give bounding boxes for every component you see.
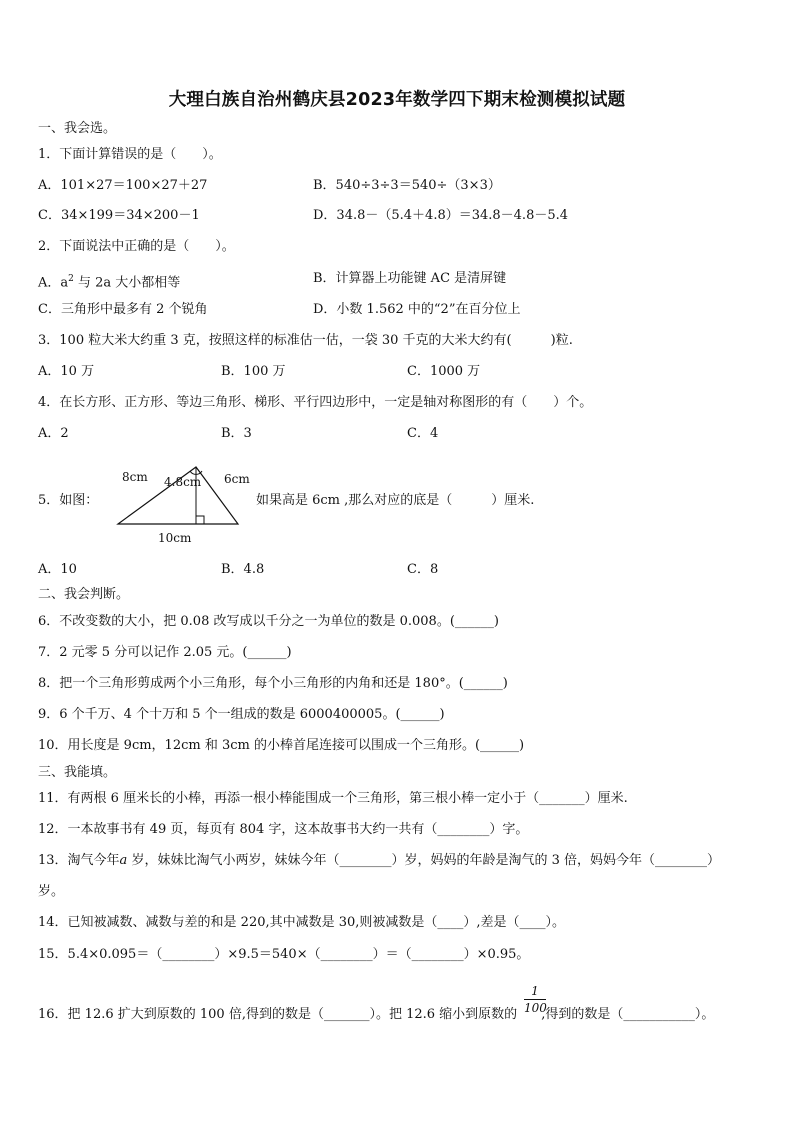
question-1-stem: 1．下面计算错误的是（ ）。 [38, 147, 222, 162]
fill-question-13-variable: a [119, 853, 128, 868]
question-3-stem: 3．100 粒大米大约重 3 克，按照这样的标准估一估，一袋 30 千克的大米大约有( )粒. [38, 333, 573, 348]
question-5-option-a: A．10 [38, 562, 77, 577]
judge-question: 10．用长度是 9cm，12cm 和 3cm 的小棒首尾连接可以围成一个三角形。(______) [38, 738, 525, 753]
fill-question-16 [38, 1006, 714, 1024]
page-title: 大理白族自治州鹤庆县2023年数学四下期末检测模拟试题 [168, 90, 626, 110]
question-3-option-b: B．100 万 [221, 364, 286, 379]
question-4-stem: 4．在长方形、正方形、等边三角形、梯形、平行四边形中，一定是轴对称图形的有（ ）个。 [38, 395, 593, 410]
judge-question: 8．把一个三角形剪成两个小三角形，每个小三角形的内角和还是 180°。(______) [38, 676, 508, 691]
judge-question: 6．不改变数的大小，把 0.08 改写成以千分之一为单位的数是 0.008。(______) [38, 614, 499, 629]
question-2-stem: 2．下面说法中正确的是（ ）。 [38, 239, 235, 254]
section-heading-choice: 一、我会选。 [38, 121, 117, 136]
question-2-option-a-prefix: A．a [38, 275, 69, 291]
fill-question-12: 12．一本故事书有 49 页，每页有 804 字，这本故事书大约一共有（________）字。 [38, 822, 529, 837]
fill-question-15: 15．5.4×0.095＝（________）×9.5＝540×（________）＝（________）×0.95。 [38, 947, 530, 962]
fill-question-16-second: ,得到的数是（___________）。 [541, 1007, 715, 1022]
question-1-option-c: C．34×199＝34×200－1 [38, 208, 200, 223]
question-4-option-b: B．3 [221, 426, 252, 441]
question-4-option-a: A．2 [38, 426, 69, 441]
fraction-numerator: 1 [531, 984, 539, 998]
question-2-option-d: D．小数 1.562 中的“2”在百分位上 [313, 302, 521, 317]
section-heading-judge: 二、我会判断。 [38, 587, 130, 602]
question-2-option-b: B．计算器上功能键 AC 是清屏键 [313, 271, 507, 286]
judge-question: 7．2 元零 5 分可以记作 2.05 元。(______) [38, 645, 292, 660]
question-4-option-c: C．4 [407, 426, 439, 441]
triangle-base-label: 10cm [158, 531, 192, 545]
question-2-option-a [38, 270, 180, 292]
question-3-option-a: A．10 万 [38, 364, 95, 379]
triangle-side-label-left: 8cm [122, 470, 148, 484]
fill-question-13 [38, 852, 720, 870]
fill-question-14: 14．已知被减数、减数与差的和是 220,其中减数是 30,则被减数是（____）,差是（____）。 [38, 915, 566, 930]
question-1-option-a: A．101×27＝100×27＋27 [38, 178, 208, 193]
triangle-figure [110, 462, 260, 548]
triangle-height-label: 4.8cm [164, 475, 202, 489]
question-2-option-a-text: 与 2a 大小都相等 [73, 275, 181, 291]
fill-question-16-first: 16．把 12.6 扩大到原数的 100 倍,得到的数是（_______）。把 12.6 缩小到原数的 [38, 1007, 518, 1022]
question-2-option-a-exponent: 2 [68, 274, 74, 284]
right-angle-mark-base [196, 516, 204, 524]
judge-question: 9．6 个千万、4 个十万和 5 个一组成的数是 6000400005。(______) [38, 707, 445, 722]
question-5-stem: 如果高是 6cm ,那么对应的底是（ ）厘米. [256, 493, 535, 508]
question-1-option-d: D．34.8－（5.4＋4.8）＝34.8－4.8－5.4 [313, 208, 569, 223]
fill-question-13-prefix: 13．淘气今年 [38, 853, 120, 868]
fill-question-13-continued: 岁。 [38, 884, 65, 899]
question-2-option-c: C．三角形中最多有 2 个锐角 [38, 302, 208, 317]
fraction-denominator: 100 [524, 1001, 547, 1015]
triangle-side-label-right: 6cm [224, 472, 250, 486]
fill-question-11: 11．有两根 6 厘米长的小棒，再添一根小棒能围成一个三角形，第三根小棒一定小于（_______）厘米. [38, 791, 628, 806]
question-5-option-b: B．4.8 [221, 562, 265, 577]
fraction-one-hundredth [524, 984, 546, 1015]
question-1-option-b: B．540÷3÷3＝540÷（3×3） [313, 178, 501, 193]
fill-question-13-text: 岁，妹妹比淘气小两岁，妹妹今年（________）岁，妈妈的年龄是淘气的 3 倍，妈妈今年（________） [127, 853, 720, 868]
section-heading-fill: 三、我能填。 [38, 765, 117, 780]
question-5-prefix: 5．如图： [38, 493, 99, 508]
question-5-option-c: C．8 [407, 562, 439, 577]
question-3-option-c: C．1000 万 [407, 364, 481, 379]
